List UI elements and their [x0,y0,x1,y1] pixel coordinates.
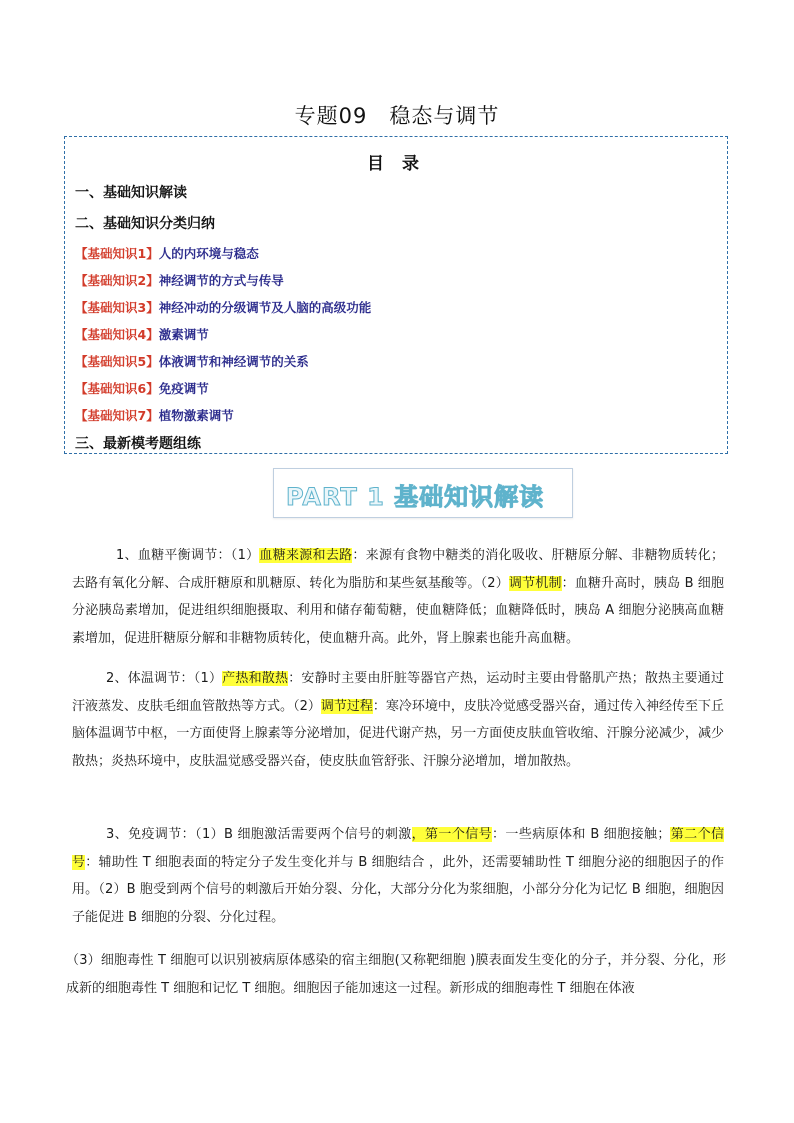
toc-item-tag: 【基础知识7】 [75,408,159,423]
toc-item-label: 人的内环境与稳态 [158,246,259,261]
toc-item-label: 神经调节的方式与传导 [158,273,284,288]
toc-section-1[interactable]: 一、基础知识解读 [75,185,187,201]
toc-item-6[interactable] [75,379,209,397]
page-title: 专题09 稳态与调节 [294,104,500,128]
part-banner-text: PART 1 基础知识解读 [286,483,545,511]
toc-item-tag: 【基础知识1】 [75,246,159,261]
highlight-term: 第二个信号 [72,827,724,870]
paragraph-cytotoxic-t-cells: （3）细胞毒性 T 细胞可以识别被病原体感染的宿主细胞(又称靶细胞 )膜表面发生变化的分子，并分裂、分化，形成新的细胞毒性 T 细胞和记忆 T 细胞。细胞因子能加速这一过程。新形成的细胞毒性 T 细胞在体液 [66,953,726,996]
text-run: 1、血糖平衡调节：（1） [116,548,260,563]
paragraph-body-temperature [72,665,724,775]
toc-item-tag: 【基础知识3】 [75,300,159,315]
text-run: 2、体温调节：（1） [106,671,223,686]
toc-item-3[interactable] [75,298,371,316]
toc-item-1[interactable] [75,244,259,262]
toc-item-label: 免疫调节 [158,381,209,396]
toc-item-5[interactable] [75,352,309,370]
highlight-term: 产热和散热 [222,671,289,686]
table-of-contents [64,136,728,454]
text-run: ：血糖升高时，胰岛 B 细胞分泌胰岛素增加，促进组织细胞摄取、利用和储存葡萄糖，使血糖降低；血糖降低时，胰岛 A 细胞分泌胰高血糖素增加，促进肝糖原分解和非糖物质转化，使血糖升高。此外，肾上腺素也能升高血糖。 [72,575,724,646]
part-banner [273,468,573,518]
toc-item-tag: 【基础知识4】 [75,327,159,342]
toc-item-tag: 【基础知识6】 [75,381,159,396]
toc-section-2[interactable]: 二、基础知识分类归纳 [75,216,215,232]
toc-item-tag: 【基础知识5】 [75,354,159,369]
toc-item-2[interactable] [75,271,284,289]
paragraph-immunity [72,821,724,931]
toc-item-7[interactable] [75,406,234,424]
text-run: ：来源有食物中糖类的消化吸收、肝糖原分解、非糖物质转化；去路有氧化分解、合成肝糖原和肌糖原、转化为脂肪和某些氨基酸等。（2） [72,548,724,591]
toc-heading: 目 录 [367,154,425,174]
text-run: ：辅助性 T 细胞表面的特定分子发生变化并与 B 细胞结合 ，此外，还需要辅助性 T 细胞分泌的细胞因子的作用。（2）B 胞受到两个信号的刺激后开始分裂、分化，大部分分化为浆细胞，小部分分化为记忆 B 细胞，细胞因子能促进 B 细胞的分裂、分化过程。 [72,854,724,925]
highlight-term: ，第一个信号 [411,827,493,842]
toc-item-tag: 【基础知识2】 [75,273,159,288]
text-run: ：安静时主要由肝脏等器官产热，运动时主要由骨骼肌产热；散热主要通过汗液蒸发、皮肤毛细血管散热等方式。（2） [72,671,724,714]
toc-item-label: 植物激素调节 [158,408,234,423]
paragraph-blood-sugar [72,542,724,652]
highlight-term: 调节机制 [508,575,562,591]
highlight-term: 血糖来源和去路 [259,548,353,563]
toc-item-label: 体液调节和神经调节的关系 [158,354,309,369]
toc-section-3[interactable]: 三、最新模考题组练 [75,436,201,452]
text-run: ：寒冷环境中，皮肤冷觉感受器兴奋，通过传入神经传至下丘脑体温调节中枢，一方面使肾上腺素等分泌增加，促进代谢产热，另一方面使皮肤血管收缩、汗腺分泌减少，减少散热；炎热环境中，皮肤温觉感受器兴奋，使皮肤血管舒张、汗腺分泌增加，增加散热。 [72,698,724,769]
highlight-term: 调节过程 [320,698,373,714]
text-run: 3、免疫调节：（1）B 细胞激活需要两个信号的刺激 [106,827,412,842]
toc-item-label: 神经冲动的分级调节及人脑的高级功能 [158,300,372,315]
toc-item-label: 激素调节 [158,327,209,342]
text-run: ：一些病原体和 B 细胞接触； [492,827,671,842]
toc-item-4[interactable] [75,325,209,343]
